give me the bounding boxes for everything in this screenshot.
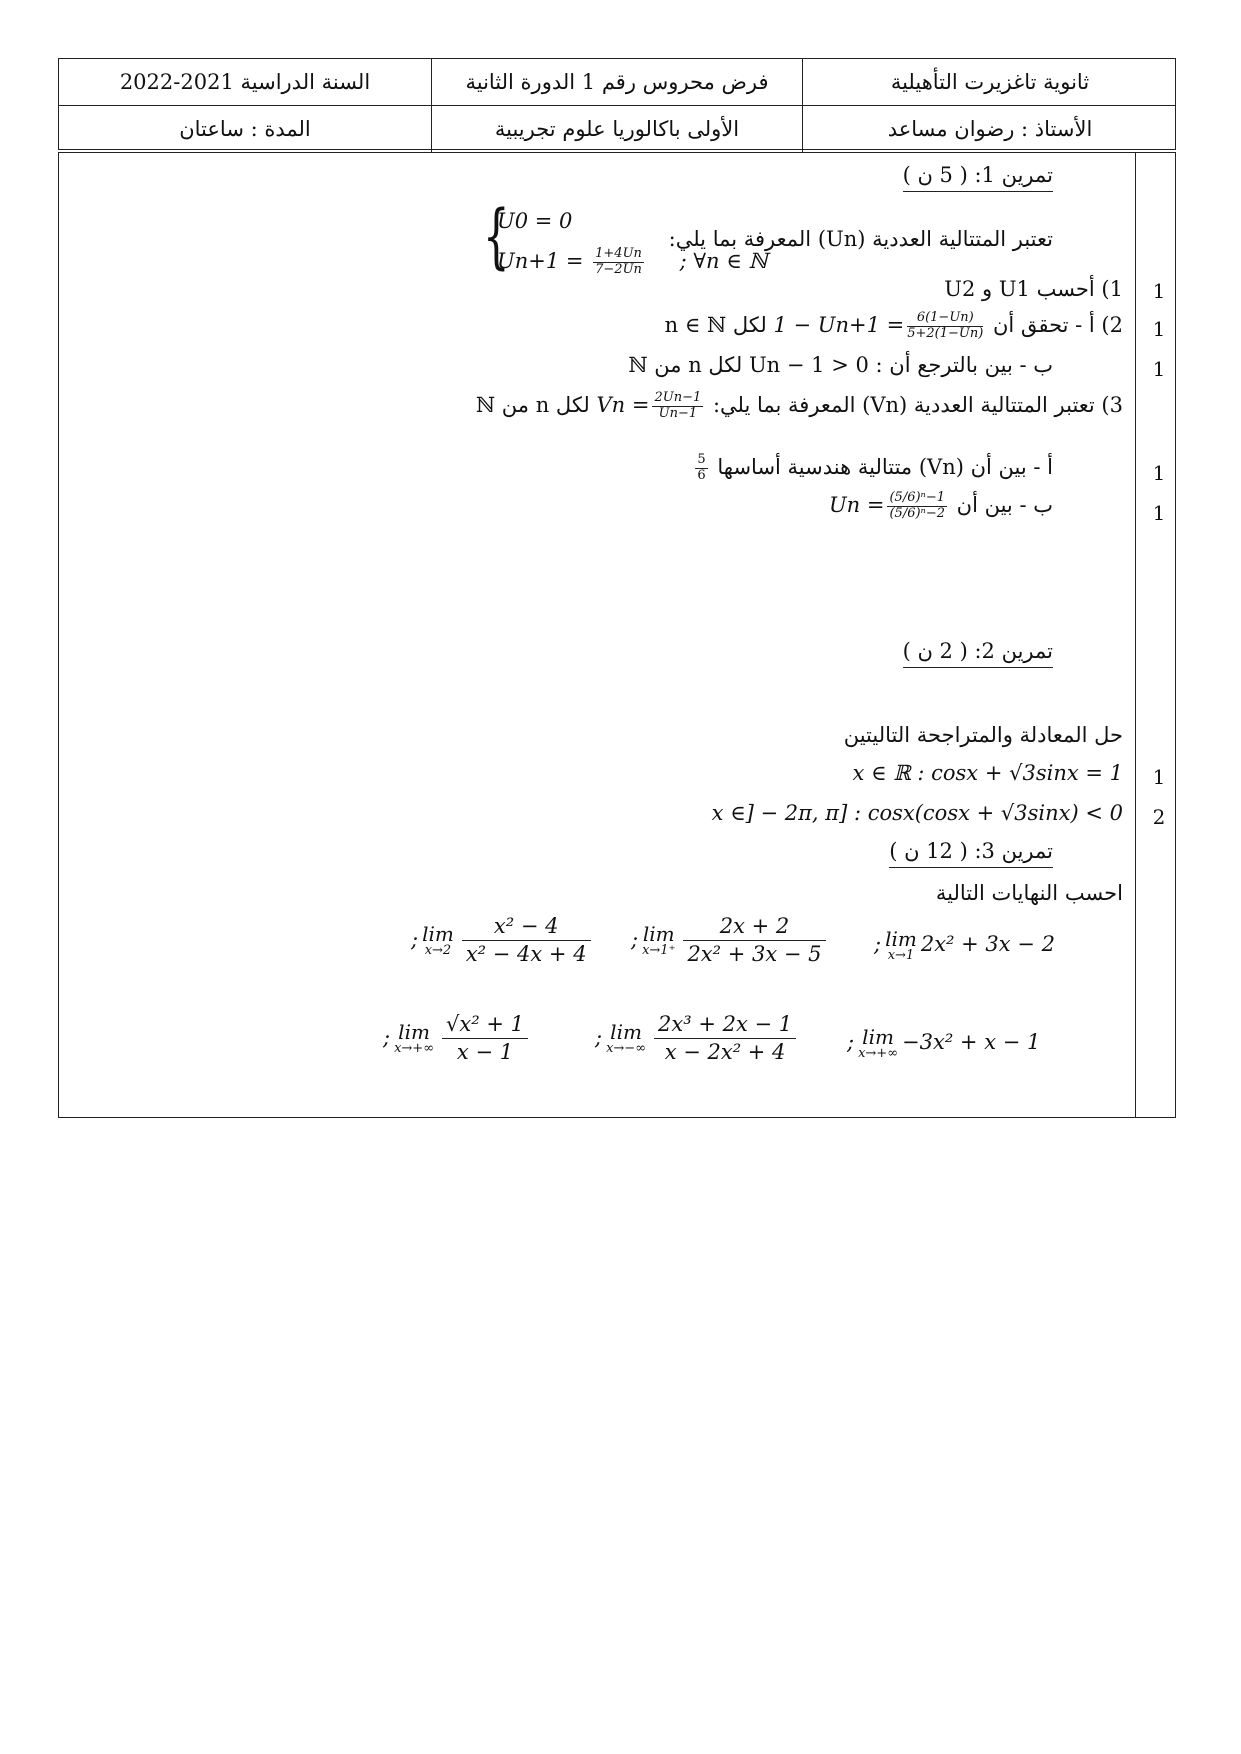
- limit-6-den: x − 1: [456, 1040, 514, 1065]
- school-name: ثانوية تاغزيرت التأهيلية: [890, 70, 1090, 94]
- ex1-q2b-points: 1: [1152, 357, 1166, 381]
- points-column-divider: [1135, 153, 1136, 1117]
- ex1-q3a-num: 5: [697, 452, 706, 467]
- ex1-q3-lhs: Vn =: [596, 392, 650, 417]
- ex1-q3: [476, 391, 1123, 422]
- system-brace: {: [482, 195, 510, 277]
- ex1-def-den: 7−2Un: [595, 261, 642, 277]
- ex2-eq2-points: 2: [1152, 805, 1166, 829]
- limit-2-den: 2x² + 3x − 5: [687, 942, 822, 967]
- ex1-q2a-points: 1: [1152, 317, 1166, 341]
- limit-5-sep: ;: [595, 1025, 603, 1050]
- ex1-def-un1-lhs: Un+1 =: [497, 248, 584, 273]
- limit-3-den: x² − 4x + 4: [465, 942, 587, 967]
- limit-1: [874, 929, 1055, 962]
- ex1-q2a-num: 6(1−Un): [907, 311, 983, 327]
- ex1-q2a-math: [773, 310, 986, 341]
- limit-2-sub: x→1⁺: [642, 943, 676, 959]
- ex1-q2a-tail: لكل n ∈ ℕ: [664, 312, 767, 337]
- limit-3-op: [422, 924, 454, 957]
- limit-2-fraction: [683, 913, 825, 969]
- limit-2: [631, 913, 830, 969]
- ex1-q3-num: 2Un−1: [654, 390, 702, 405]
- ex1-def-u0: U0 = 0: [497, 209, 573, 233]
- ex1-q3a: [692, 453, 1053, 484]
- limit-5-fraction: [654, 1011, 796, 1067]
- ex1-q2a-text: 2) أ - تحقق أن: [993, 312, 1123, 337]
- ex2-eq1: x ∈ ℝ : cosx + √3sinx = 1: [852, 761, 1123, 785]
- ex1-q3b-num: (5/6)ⁿ−1: [889, 490, 945, 505]
- ex2-intro: حل المعادلة والمتراجحة التاليتين: [843, 723, 1123, 747]
- limit-1-op: [885, 929, 917, 962]
- ex1-q3a-text: أ - بين أن (Vn) متتالية هندسية أساسها: [717, 454, 1053, 479]
- header-table: [58, 58, 1176, 150]
- limit-5-lim: lim: [610, 1020, 642, 1045]
- limit-1-sep: ;: [874, 932, 882, 956]
- ex1-q3-fraction: [652, 391, 703, 422]
- limit-2-op: [642, 924, 675, 957]
- duration: المدة : ساعتان: [179, 117, 311, 141]
- ex1-q3-tail: لكل n من ℕ: [475, 392, 590, 417]
- limit-5: [595, 1011, 800, 1067]
- teacher-name: الأستاذ : رضوان مساعد: [887, 117, 1093, 141]
- exam-title: فرض محروس رقم 1 الدورة الثانية: [431, 59, 803, 105]
- school-year: السنة الدراسية 2021-2022: [119, 70, 371, 94]
- limit-6-lim: lim: [398, 1020, 430, 1045]
- ex1-q3b-points: 1: [1152, 501, 1166, 525]
- limit-4-sub: x→+∞: [858, 1046, 899, 1061]
- ex2-title: تمرين 2: ( 2 ن ): [903, 639, 1053, 668]
- limit-6-op: [394, 1022, 434, 1055]
- limit-3-sub: x→2: [424, 943, 452, 959]
- ex1-q3b-den: (5/6)ⁿ−2: [889, 505, 945, 521]
- limit-3: [411, 913, 595, 969]
- ex1-q3b-text: ب - بين أن: [956, 492, 1053, 517]
- limit-4-op: [858, 1027, 898, 1060]
- limit-1-sub: x→1: [887, 948, 915, 963]
- ex1-def-num: 1+4Un: [595, 246, 642, 261]
- ex1-q3-text: 3) تعتبر المتتالية العددية (Vn) المعرفة بما يلي:: [712, 392, 1123, 417]
- ex1-q2a-lhs: 1 − Un+1 =: [773, 312, 905, 337]
- limit-3-num: x² − 4: [462, 913, 591, 941]
- limit-4-sep: ;: [847, 1030, 855, 1054]
- ex1-q2a-fraction: [907, 311, 983, 342]
- ex1-title: تمرين 1: ( 5 ن ): [903, 163, 1053, 192]
- ex1-q3b: [829, 491, 1053, 522]
- ex1-def-un1-fraction: [593, 247, 644, 278]
- limit-2-sep: ;: [631, 927, 639, 952]
- limit-6-num: √x² + 1: [442, 1011, 528, 1039]
- limit-4: [847, 1027, 1040, 1060]
- limit-3-sep: ;: [411, 927, 419, 952]
- limit-1-expr: 2x² + 3x − 2: [920, 932, 1055, 956]
- limit-6-fraction: [442, 1011, 528, 1067]
- ex3-title: تمرين 3: ( 12 ن ): [889, 839, 1053, 868]
- limit-4-expr: −3x² + x − 1: [902, 1030, 1041, 1054]
- ex1-q2a-den: 5+2(1−Un): [907, 325, 984, 341]
- ex1-q1-points: 1: [1152, 279, 1166, 303]
- ex1-def-forall: ; ∀n ∈ ℕ: [679, 248, 768, 273]
- ex1-q3a-points: 1: [1152, 461, 1166, 485]
- ex2-eq2: x ∈] − 2π, π] : cosx(cosx + √3sinx) < 0: [711, 801, 1123, 825]
- ex1-q3b-math: [828, 490, 950, 521]
- limit-5-op: [606, 1022, 646, 1055]
- ex3-intro: احسب النهايات التالية: [935, 881, 1123, 905]
- header-row-2: [59, 105, 1175, 152]
- limit-2-num: 2x + 2: [683, 913, 825, 941]
- ex1-q3a-den: 6: [697, 467, 706, 483]
- limit-5-den: x − 2x² + 4: [664, 1040, 786, 1065]
- ex1-q3-den: Un−1: [658, 405, 698, 421]
- limit-1-lim: lim: [885, 927, 917, 951]
- ex1-q3b-fraction: [887, 491, 947, 522]
- limit-3-lim: lim: [422, 922, 454, 947]
- limit-6: [383, 1011, 532, 1067]
- ex1-q2b: ب - بين بالترجع أن : 0 < 1 − Un لكل n من ℕ: [628, 353, 1053, 377]
- limit-5-num: 2x³ + 2x − 1: [654, 1011, 796, 1039]
- ex1-def-un1: [497, 247, 768, 278]
- limit-6-sep: ;: [383, 1025, 391, 1050]
- limit-3-fraction: [462, 913, 591, 969]
- ex1-intro: تعتبر المتتالية العددية (Un) المعرفة بما يلي:: [668, 227, 1053, 251]
- limit-2-lim: lim: [642, 922, 675, 947]
- limit-4-lim: lim: [862, 1025, 894, 1049]
- ex1-q1: 1) أحسب U1 و U2: [944, 277, 1123, 301]
- ex2-eq1-points: 1: [1152, 765, 1166, 789]
- ex1-q2a: [665, 311, 1123, 342]
- exercise-box: [58, 152, 1176, 1118]
- limit-5-sub: x→−∞: [606, 1041, 647, 1057]
- header-row-1: [59, 59, 1175, 105]
- class-level: الأولى باكالوريا علوم تجريبية: [431, 106, 803, 152]
- ex1-q3a-fraction: [695, 453, 707, 484]
- ex1-q3-math: [596, 390, 707, 421]
- ex1-q3b-lhs: Un =: [828, 492, 885, 517]
- limit-6-sub: x→+∞: [394, 1041, 435, 1057]
